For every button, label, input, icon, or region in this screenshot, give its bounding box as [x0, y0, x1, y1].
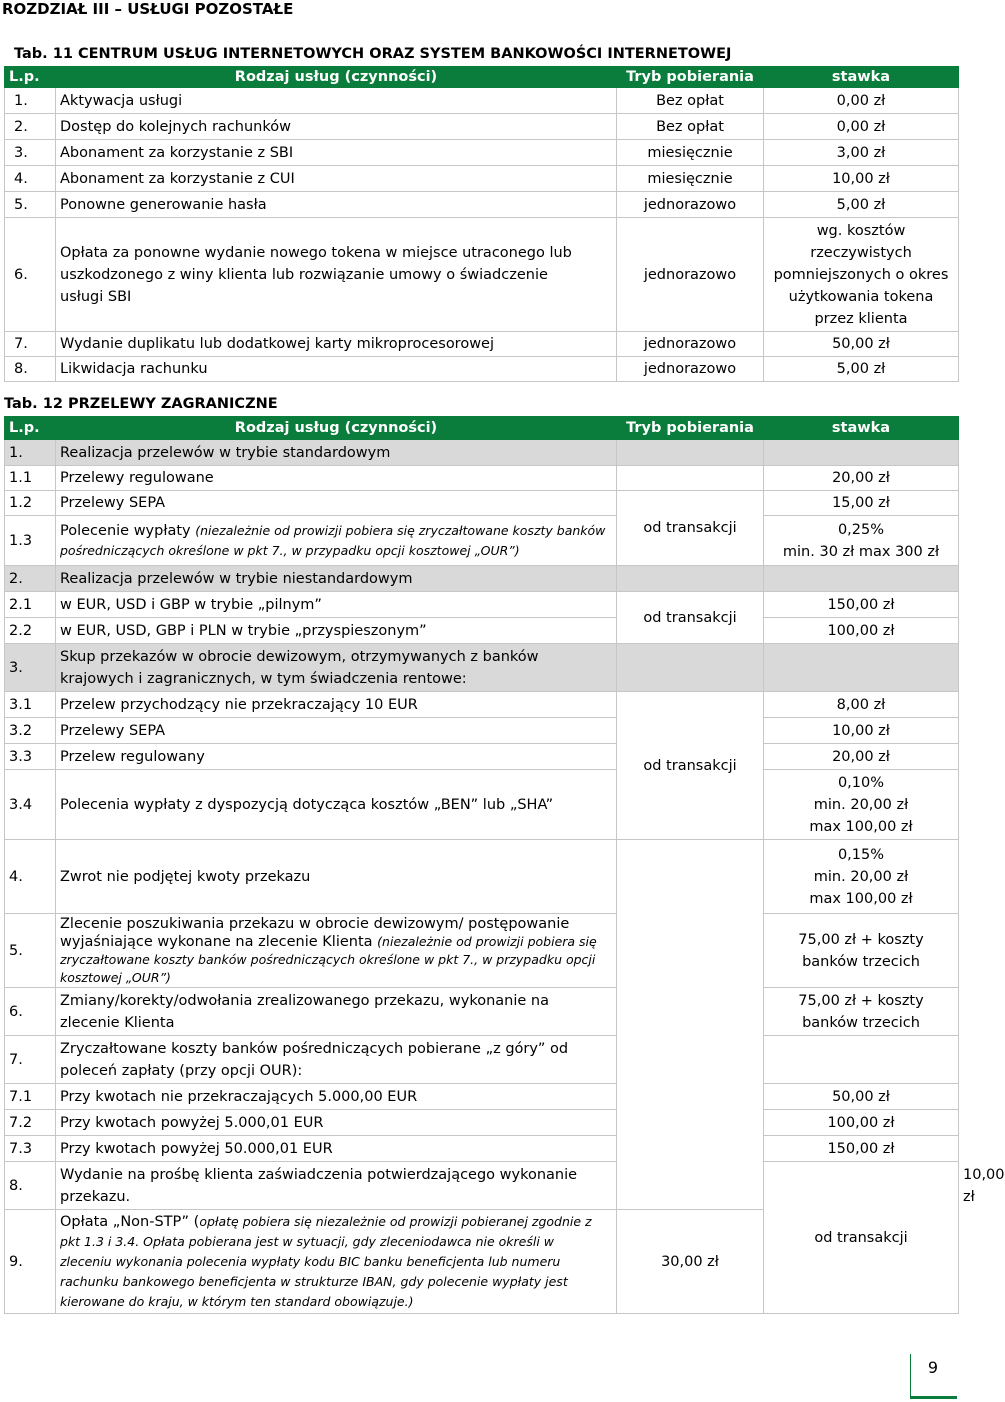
row-rate [764, 644, 959, 692]
header-lp: L.p. [5, 67, 56, 88]
row-rate: 8,00 zł [764, 692, 959, 718]
row-mode [617, 840, 764, 1210]
row-mode [617, 566, 764, 592]
row-lp: 3.1 [5, 692, 56, 718]
table-row [5, 192, 959, 218]
row-rate: 5,00 zł [764, 192, 959, 218]
row-rate: 150,00 zł [764, 1136, 959, 1162]
row-rate [764, 516, 959, 566]
row-rate: 10,00 zł [764, 718, 959, 744]
row-mode: Bez opłat [617, 88, 764, 114]
row-mode: od transakcji [617, 592, 764, 644]
row-mode [617, 644, 764, 692]
row-service: Przelew przychodzący nie przekraczający 10 EUR [56, 692, 617, 718]
table-title: Tab. 12 PRZELEWY ZAGRANICZNE [4, 396, 278, 412]
table-row [5, 744, 959, 770]
row-service: Przelewy SEPA [56, 491, 617, 516]
table-row [5, 218, 959, 332]
row-rate: 3,00 zł [764, 140, 959, 166]
row-lp: 7. [5, 332, 56, 357]
header-rate: stawka [764, 417, 959, 440]
row-lp: 8. [5, 357, 56, 382]
table-row [5, 770, 959, 840]
row-service-text: Opłata „Non-STP” ( [60, 1213, 200, 1230]
row-rate: wg. kosztów rzeczywistych pomniejszonych o okres użytkowania tokena przez klienta [764, 218, 959, 332]
row-rate: 30,00 zł [617, 1210, 764, 1314]
row-lp: 7.2 [5, 1110, 56, 1136]
row-service: Polecenia wypłaty z dyspozycją dotycząca kosztów „BEN” lub „SHA” [56, 770, 617, 840]
row-service-note: (niezależnie od prowizji pobiera się zryczałtowane koszty banków pośredniczących określone w pkt 7., w przypadku opcji kosztowej „OUR”) [60, 522, 606, 558]
row-service: Przy kwotach nie przekraczających 5.000,00 EUR [56, 1084, 617, 1110]
table-row [5, 988, 959, 1036]
row-lp: 8. [5, 1162, 56, 1210]
rate-percent: 0,25% [837, 521, 885, 538]
foreign-transfers-table [4, 416, 1005, 1314]
row-lp: 7.1 [5, 1084, 56, 1110]
row-lp: 1.1 [5, 466, 56, 491]
header-mode: Tryb pobierania [617, 67, 764, 88]
row-lp: 2.1 [5, 592, 56, 618]
row-lp: 3. [5, 140, 56, 166]
row-lp: 7. [5, 1036, 56, 1084]
table-row [5, 1110, 959, 1136]
row-mode: Bez opłat [617, 114, 764, 140]
row-service: Abonament za korzystanie z CUI [56, 166, 617, 192]
table-row [5, 718, 959, 744]
row-service: Dostęp do kolejnych rachunków [56, 114, 617, 140]
row-service: Przelewy regulowane [56, 466, 617, 491]
row-lp: 3.3 [5, 744, 56, 770]
row-rate [764, 1036, 959, 1084]
table-row [5, 1136, 959, 1162]
row-lp: 3.2 [5, 718, 56, 744]
row-service: Przelew regulowany [56, 744, 617, 770]
row-rate: 20,00 zł [764, 466, 959, 491]
row-service: Przy kwotach powyżej 5.000,01 EUR [56, 1110, 617, 1136]
row-service: Przelewy SEPA [56, 718, 617, 744]
table-row [5, 88, 959, 114]
row-rate: 50,00 zł [764, 332, 959, 357]
row-lp: 7.3 [5, 1136, 56, 1162]
table-row [5, 566, 959, 592]
table-header [5, 417, 959, 440]
rate-min-max: min. 20,00 zł max 100,00 zł [809, 796, 913, 835]
row-mode: miesięcznie [617, 140, 764, 166]
row-lp: 2. [5, 114, 56, 140]
row-rate: 20,00 zł [764, 744, 959, 770]
table-row [5, 1036, 959, 1084]
row-lp: 4. [5, 840, 56, 914]
row-mode: jednorazowo [617, 218, 764, 332]
table-row [5, 357, 959, 382]
row-lp: 3. [5, 644, 56, 692]
row-rate: 5,00 zł [764, 357, 959, 382]
row-rate [764, 440, 959, 466]
row-lp: 6. [5, 988, 56, 1036]
row-mode: od transakcji [764, 1162, 959, 1314]
row-lp: 9. [5, 1210, 56, 1314]
row-service-note: (niezależnie od prowizji pobiera się zryczałtowane koszty banków pośredniczących określone w pkt 7., w przypadku opcji kosztowej „OUR”) [60, 933, 597, 985]
row-service: Przy kwotach powyżej 50.000,01 EUR [56, 1136, 617, 1162]
row-rate [764, 770, 959, 840]
row-lp: 2.2 [5, 618, 56, 644]
header-service: Rodzaj usług (czynności) [56, 417, 617, 440]
row-lp: 1. [5, 440, 56, 466]
row-mode: miesięcznie [617, 166, 764, 192]
table-row [5, 516, 959, 566]
row-service: Abonament za korzystanie z SBI [56, 140, 617, 166]
row-service [56, 1210, 617, 1314]
row-lp: 3.4 [5, 770, 56, 840]
rate-percent: 0,15% [837, 846, 885, 863]
row-lp: 1. [5, 88, 56, 114]
row-service: Realizacja przelewów w trybie standardowym [56, 440, 617, 466]
table-title: Tab. 11 CENTRUM USŁUG INTERNETOWYCH ORAZ SYSTEM BANKOWOŚCI INTERNETOWEJ [14, 46, 732, 62]
row-lp: 1.3 [5, 516, 56, 566]
row-service: Ponowne generowanie hasła [56, 192, 617, 218]
row-service: Likwidacja rachunku [56, 357, 617, 382]
row-lp: 1.2 [5, 491, 56, 516]
header-rate: stawka [764, 67, 959, 88]
row-service: Zwrot nie podjętej kwoty przekazu [56, 840, 617, 914]
row-mode [617, 440, 764, 466]
row-rate: 50,00 zł [764, 1084, 959, 1110]
table-row [5, 592, 959, 618]
row-lp: 2. [5, 566, 56, 592]
row-service: Zmiany/korekty/odwołania zrealizowanego przekazu, wykonanie na zlecenie Klienta [56, 988, 617, 1036]
row-service-text: Polecenie wypłaty [60, 522, 196, 539]
row-lp: 6. [5, 218, 56, 332]
row-rate: 75,00 zł + koszty banków trzecich [764, 914, 959, 988]
row-service: Zryczałtowane koszty banków pośredniczących pobierane „z góry” od poleceń zapłaty (przy opcji OUR): [56, 1036, 617, 1084]
rate-percent: 0,10% [837, 774, 885, 791]
row-rate [764, 566, 959, 592]
row-lp: 4. [5, 166, 56, 192]
row-service [56, 516, 617, 566]
page-number: 9 [927, 1358, 939, 1377]
table-row [5, 644, 959, 692]
row-lp: 5. [5, 192, 56, 218]
table-row [5, 466, 959, 491]
row-rate: 0,00 zł [764, 88, 959, 114]
row-rate: 10,00 zł [764, 166, 959, 192]
row-service: w EUR, USD i GBP w trybie „pilnym” [56, 592, 617, 618]
row-service: Wydanie duplikatu lub dodatkowej karty mikroprocesorowej [56, 332, 617, 357]
row-mode: od transakcji [617, 692, 764, 840]
row-rate: 0,00 zł [764, 114, 959, 140]
row-service: Opłata za ponowne wydanie nowego tokena w miejsce utraconego lub uszkodzonego z winy klienta lub rozwiązanie umowy o świadczenie usługi SBI [56, 218, 617, 332]
table-row: 8. Wydanie na prośbę klienta zaświadczenia potwierdzającego wykonanie przekazu. od transakcji 10,00 zł [5, 1162, 959, 1210]
table-row [5, 166, 959, 192]
row-service: Wydanie na prośbę klienta zaświadczenia potwierdzającego wykonanie przekazu. [56, 1162, 617, 1210]
header-mode: Tryb pobierania [617, 417, 764, 440]
row-service-text: Zlecenie poszukiwania przekazu w obrocie dewizowym/ postępowanie wyjaśniające wykonane na zlecenie Klienta [60, 915, 570, 950]
table-row [5, 618, 959, 644]
row-rate: 15,00 zł [764, 491, 959, 516]
header-service: Rodzaj usług (czynności) [56, 67, 617, 88]
rate-min-max: min. 30 zł max 300 zł [782, 543, 940, 560]
table-row [5, 440, 959, 466]
section-title: ROZDZIAŁ III – USŁUGI POZOSTAŁE [2, 0, 294, 18]
table-row [5, 114, 959, 140]
row-service-note: opłatę pobiera się niezależnie od prowizji pobieranej zgodnie z pkt 1.3 i 3.4. Opłata pobierana jest w sytuacji, gdy zleceniodawca nie określi w zleceniu wykonania polecenia wypłaty kodu BIC banku beneficjenta lub numeru rachunku bankowego beneficjenta w strukturze IBAN, gdy polecenie wypłaty jest kierowane do kraju, w którym ten standard obowiązuje.) [60, 1213, 592, 1309]
row-mode [617, 466, 764, 491]
row-service: Aktywacja usługi [56, 88, 617, 114]
rate-min-max: min. 20,00 zł max 100,00 zł [809, 868, 913, 907]
table-header [5, 67, 959, 88]
row-mode: jednorazowo [617, 332, 764, 357]
row-service [56, 914, 617, 988]
table-row [5, 692, 959, 718]
header-lp: L.p. [5, 417, 56, 440]
table-row [5, 840, 959, 914]
table-row [5, 1084, 959, 1110]
row-mode: od transakcji [617, 491, 764, 566]
row-rate: 100,00 zł [764, 618, 959, 644]
row-rate: 100,00 zł [764, 1110, 959, 1136]
row-service: Realizacja przelewów w trybie niestandardowym [56, 566, 617, 592]
table-row [5, 140, 959, 166]
row-lp: 5. [5, 914, 56, 988]
table-row [5, 491, 959, 516]
row-mode: jednorazowo [617, 192, 764, 218]
row-rate [764, 840, 959, 914]
row-service: w EUR, USD, GBP i PLN w trybie „przyspieszonym” [56, 618, 617, 644]
table-row [5, 914, 959, 988]
row-service: Skup przekazów w obrocie dewizowym, otrzymywanych z banków krajowych i zagranicznych, w tym świadczenia rentowe: [56, 644, 617, 692]
internet-services-table [4, 66, 959, 382]
table-row [5, 332, 959, 357]
row-rate: 75,00 zł + koszty banków trzecich [764, 988, 959, 1036]
row-mode: jednorazowo [617, 357, 764, 382]
row-rate: 150,00 zł [764, 592, 959, 618]
